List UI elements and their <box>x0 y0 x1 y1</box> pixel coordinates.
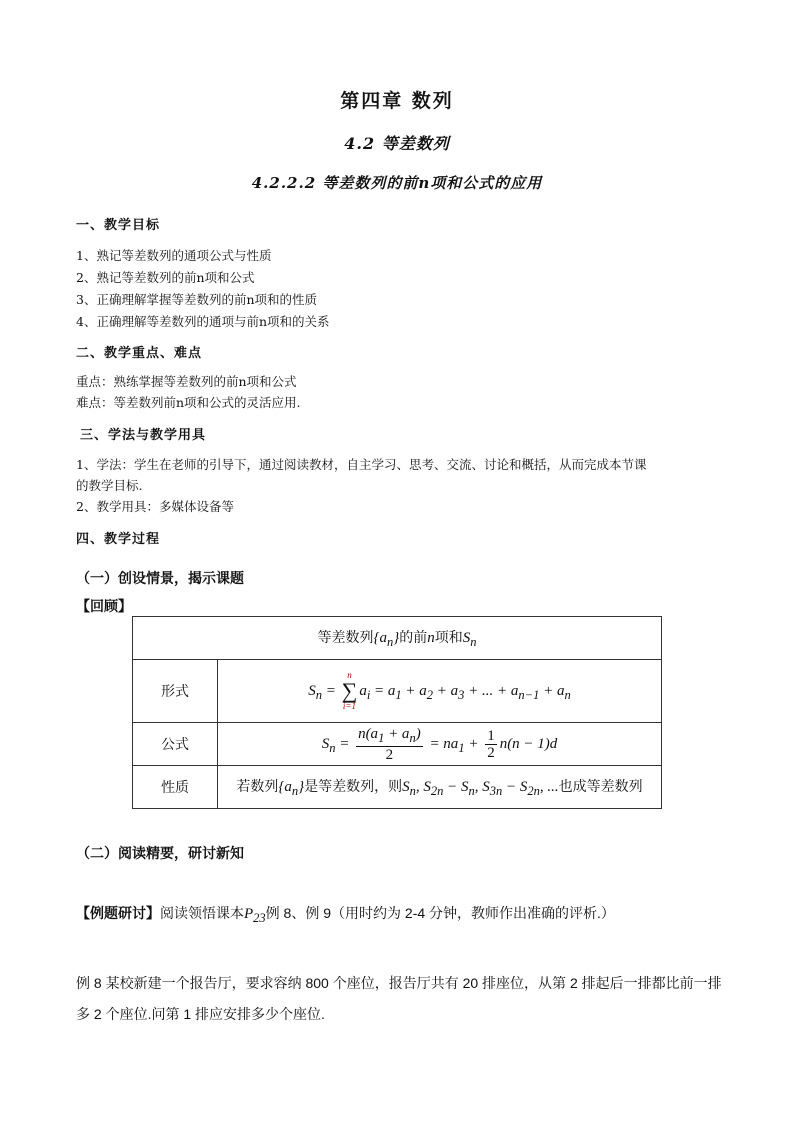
goal-item: 3、正确理解掌握等差数列的前n项和的性质 <box>76 292 318 307</box>
methods-line: 2、教学用具：多媒体设备等 <box>76 499 234 514</box>
example-8-line: 多 2 个座位.问第 1 排应安排多少个座位. <box>76 1006 325 1022</box>
goal-item: 2、熟记等差数列的前n项和公式 <box>76 270 255 285</box>
sum-form-formula: $S_n$ = n ∑ i=1 $a_i = a_1 + a_2 + a_3$ + ... + $a_{n-1} + a_n$ <box>218 660 662 723</box>
goal-item: 4、正确理解等差数列的通项与前n项和的关系 <box>76 314 330 329</box>
review-label: 【回顾】 <box>76 599 132 615</box>
important-point: 重点：熟练掌握等差数列的前n项和公式 <box>76 374 297 389</box>
keypoints-heading: 二、教学重点、难点 <box>76 346 203 361</box>
example-8-line: 例 8 某校新建一个报告厅，要求容纳 800 个座位，报告厅共有 20 排座位，从第 2 排起后一排都比前一排 <box>76 975 722 991</box>
study-line: 【例题研讨】阅读领悟课本$P_{23}$例 8、例 9（用时约为 2-4 分钟，教师作出准确的评析.） <box>76 905 615 925</box>
row-label-formula: 公式 <box>133 723 218 766</box>
difficult-point: 难点：等差数列前n项和公式的灵活应用. <box>76 395 301 410</box>
subsection-title: （二）阅读精要，研讨新知 <box>76 846 244 862</box>
methods-heading: 三、学法与教学用具 <box>80 428 207 443</box>
review-table <box>132 616 662 809</box>
sum-property: 若数列$\{a_n\}$是等差数列，则$S_n$, $S_{2n} - S_n$, $S_{3n} - S_{2n}$, ...也成等差数列 <box>218 766 662 809</box>
methods-line: 1、学法：学生在老师的引导下，通过阅读教材，自主学习、思考、交流、讨论和概括，从而完成本节课 <box>76 457 647 472</box>
row-label-form: 形式 <box>133 660 218 723</box>
goals-heading: 一、教学目标 <box>76 218 161 233</box>
lesson-title: 4.2.2.2 等差数列的前n项和公式的应用 <box>251 174 543 192</box>
row-label-property: 性质 <box>133 766 218 809</box>
process-heading: 四、教学过程 <box>76 532 161 547</box>
goal-item: 1、熟记等差数列的通项公式与性质 <box>76 248 272 263</box>
section-title: 4.2 等差数列 <box>344 134 450 153</box>
sum-formula: $S_n$ = $\frac{n(a_1 + a_n)}{2}$ = $na_1$ + $\frac{1}{2}$ n(n − 1)d <box>218 723 662 766</box>
methods-line: 的教学目标. <box>76 478 143 493</box>
chapter-title: 第四章 数列 <box>340 90 454 112</box>
subsection-title: （一）创设情景，揭示课题 <box>76 571 244 587</box>
review-table-header: 等差数列$\{a_n\}$的前n项和$S_n$ <box>133 617 662 660</box>
